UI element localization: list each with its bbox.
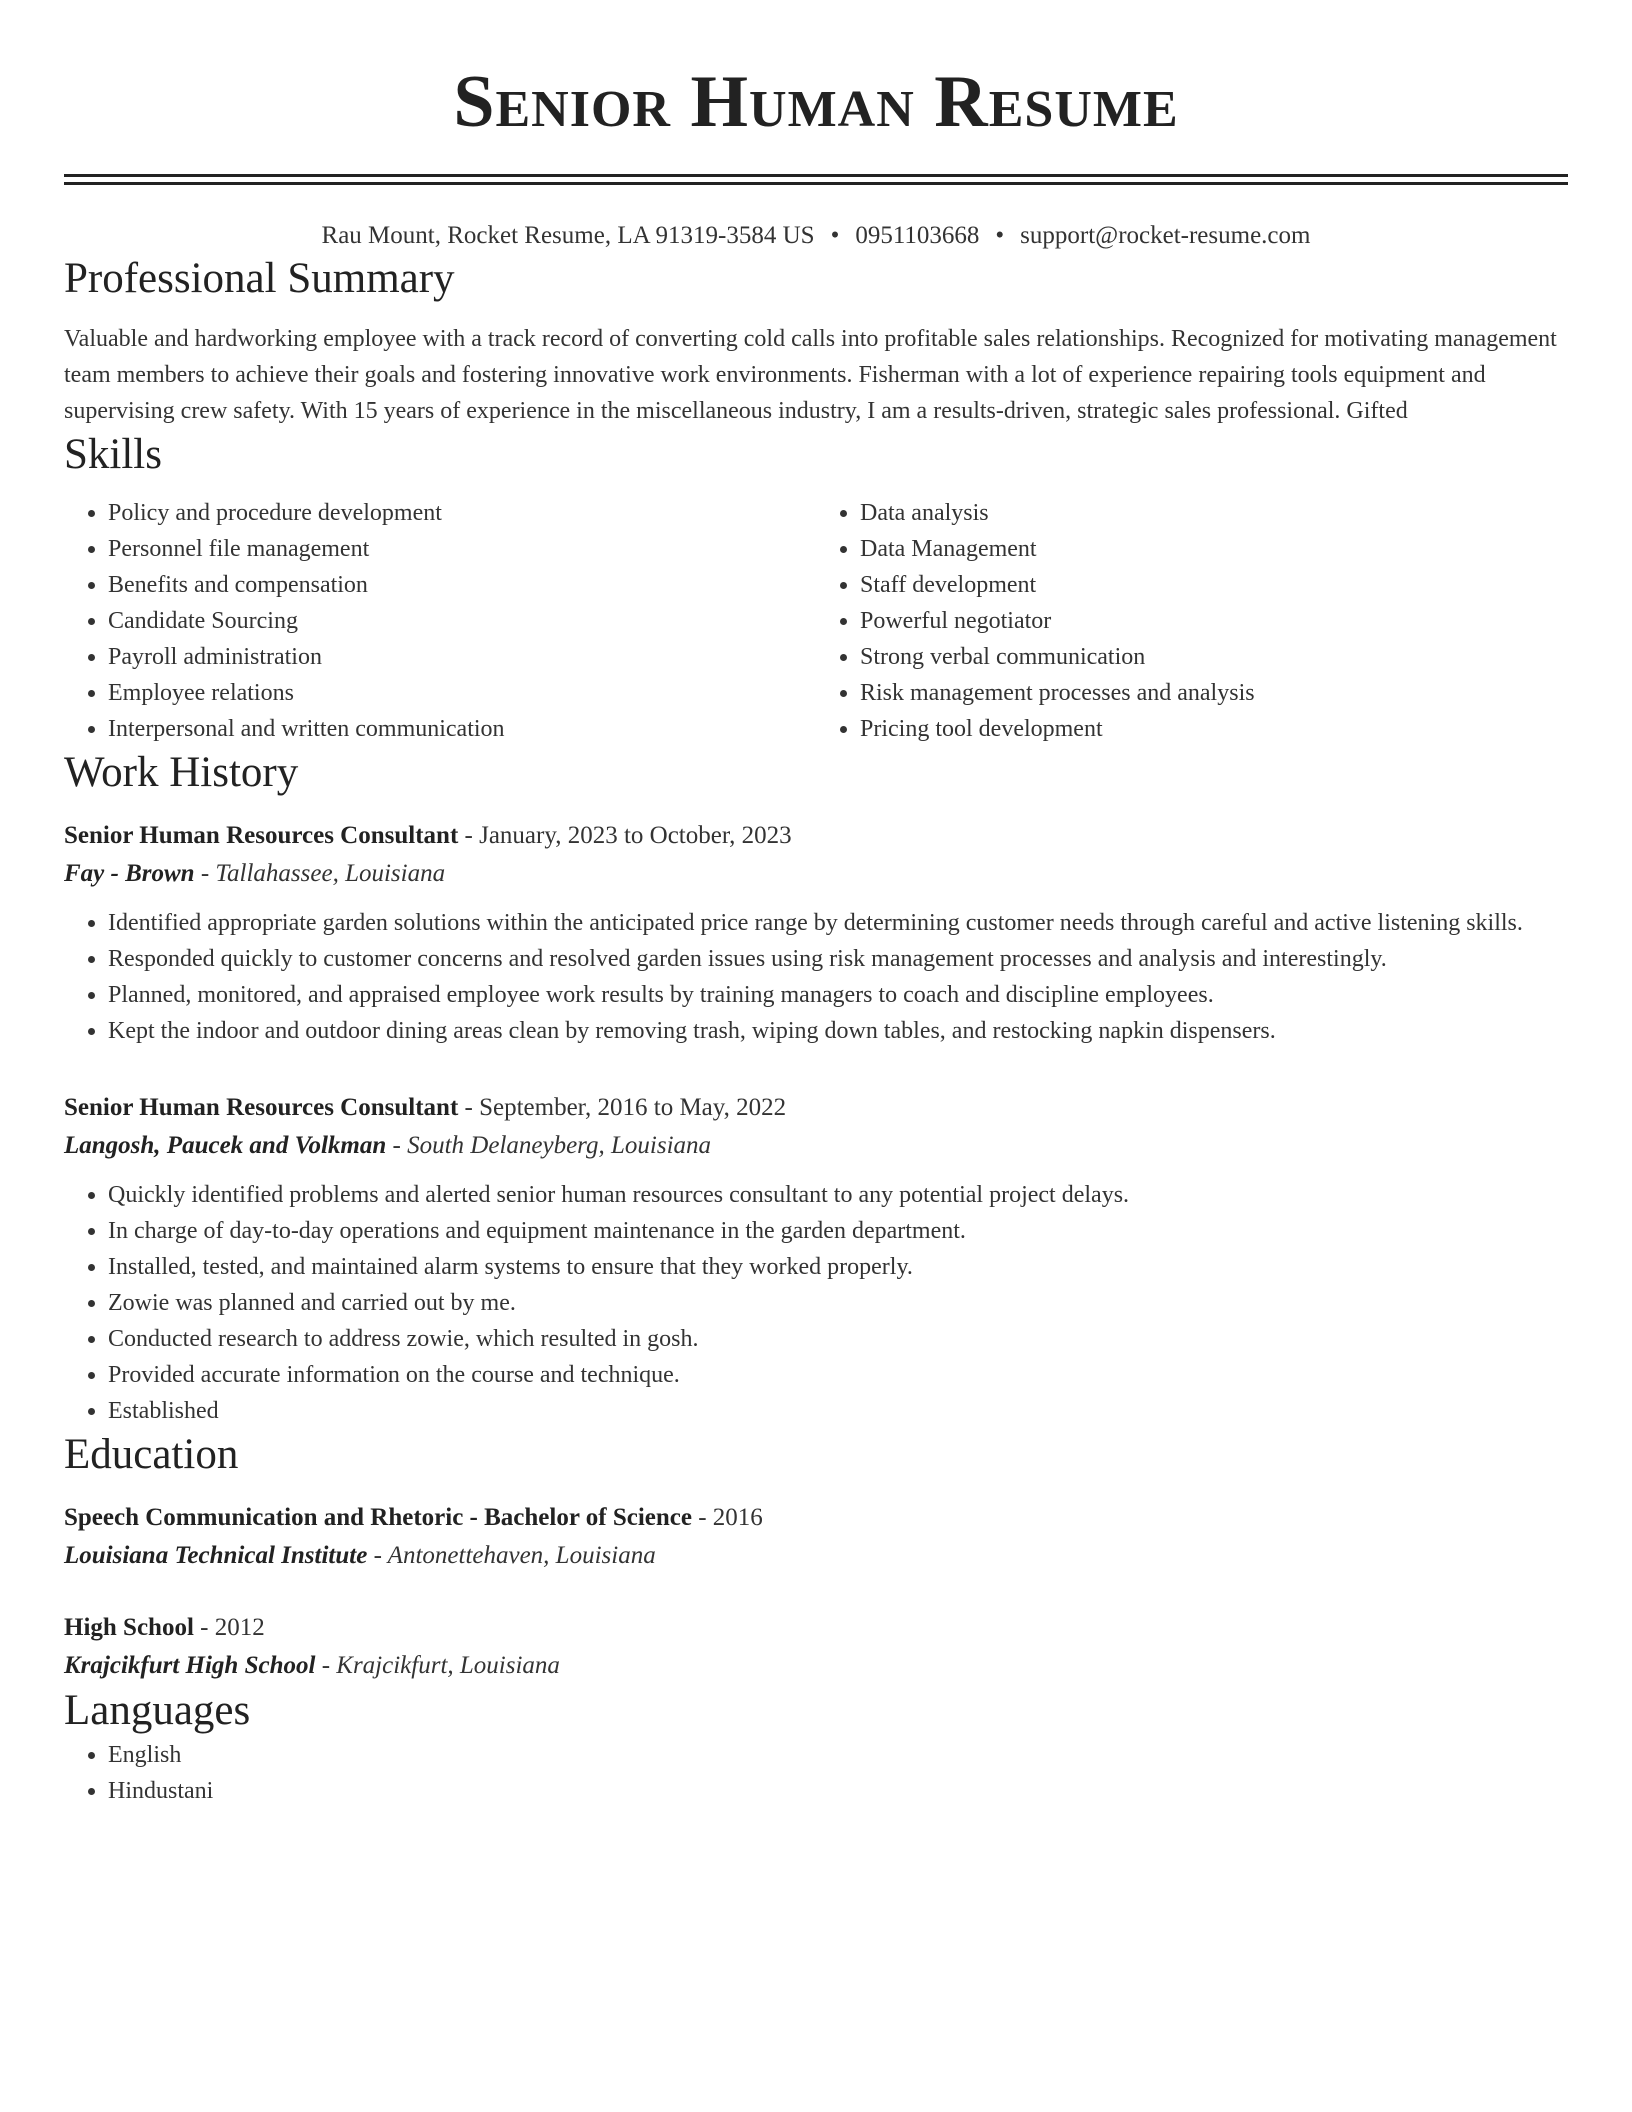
school-line xyxy=(64,1647,1568,1685)
job-title-line xyxy=(64,817,1568,855)
skills-grid xyxy=(64,495,1568,747)
school-location: - Krajcikfurt, Louisiana xyxy=(315,1652,560,1679)
contact-address: Rau Mount, Rocket Resume, LA 91319-3584 US xyxy=(321,222,815,249)
job-bullet: • In charge of day-to-day operations and equipment maintenance in the garden department. xyxy=(108,1213,1568,1249)
languages-heading: Languages xyxy=(64,1687,251,1734)
employer-location: - Tallahassee, Louisiana xyxy=(194,860,446,887)
job-bullet: • Responded quickly to customer concerns and resolved garden issues using risk management processes and analysis and interestingly. xyxy=(108,941,1568,977)
school-line xyxy=(64,1537,1568,1575)
resume-title: Senior Human Resume xyxy=(453,61,1179,143)
skills-list-right xyxy=(816,495,1568,747)
degree-name: High School xyxy=(64,1614,194,1641)
skill-item: • Employee relations xyxy=(108,675,816,711)
education-entry xyxy=(64,1499,1568,1575)
summary-text: Valuable and hardworking employee with a track record of converting cold calls into profitable sales relationships. Recognized for motivating management team members to achieve their goals and fostering innovative work environments. Fisherman with a lot of experience repairing tools equipment and supervising crew safety. With 15 years of experience in the miscellaneous industry, I am a results-driven, strategic sales professional. Gifted xyxy=(64,326,1557,424)
job-dates: - September, 2016 to May, 2022 xyxy=(458,1094,787,1121)
skills-list-left xyxy=(64,495,816,747)
skills-heading: Skills xyxy=(64,431,162,478)
employer-name: Langosh, Paucek and Volkman xyxy=(64,1132,387,1159)
job-bullet: • Installed, tested, and maintained alarm systems to ensure that they worked properly. xyxy=(108,1249,1568,1285)
job-bullet: • Quickly identified problems and alerted senior human resources consultant to any potential project delays. xyxy=(108,1177,1568,1213)
job-role: Senior Human Resources Consultant xyxy=(64,1094,459,1121)
job-bullet: • Zowie was planned and carried out by me. xyxy=(108,1285,1568,1321)
skill-item: • Benefits and compensation xyxy=(108,567,816,603)
skill-item: • Interpersonal and written communication xyxy=(108,711,816,747)
degree-year: - 2012 xyxy=(193,1614,265,1641)
education-heading: Education xyxy=(64,1431,239,1478)
job-bullet: • Planned, monitored, and appraised employee work results by training managers to coach and discipline employees. xyxy=(108,977,1568,1013)
job-bullet: • Conducted research to address zowie, which resulted in gosh. xyxy=(108,1321,1568,1357)
employer-line xyxy=(64,855,1568,893)
job-bullet: • Established xyxy=(108,1393,1568,1429)
school-name: Krajcikfurt High School xyxy=(64,1652,316,1679)
language-item: • English xyxy=(108,1737,1568,1773)
job-entry xyxy=(64,1089,1568,1429)
contact-phone: 0951103668 xyxy=(855,222,980,249)
skill-item: • Powerful negotiator xyxy=(860,603,1568,639)
school-name: Louisiana Technical Institute xyxy=(64,1542,368,1569)
job-dates: - January, 2023 to October, 2023 xyxy=(458,822,792,849)
skill-item: • Staff development xyxy=(860,567,1568,603)
skill-item: • Strong verbal communication xyxy=(860,639,1568,675)
education-entry xyxy=(64,1609,1568,1685)
degree-line xyxy=(64,1499,1568,1537)
contact-separator: • xyxy=(830,222,840,249)
job-role: Senior Human Resources Consultant xyxy=(64,822,459,849)
employer-line xyxy=(64,1127,1568,1165)
skill-item: • Personnel file management xyxy=(108,531,816,567)
skill-item: • Pricing tool development xyxy=(860,711,1568,747)
summary-heading: Professional Summary xyxy=(64,255,455,302)
contact-separator: • xyxy=(995,222,1005,249)
job-title-line xyxy=(64,1089,1568,1127)
job-bullets xyxy=(64,905,1568,1049)
job-bullets xyxy=(64,1177,1568,1429)
employer-name: Fay - Brown xyxy=(64,860,195,887)
languages-list xyxy=(64,1737,1568,1809)
skill-item: • Policy and procedure development xyxy=(108,495,816,531)
skill-item: • Data analysis xyxy=(860,495,1568,531)
job-bullet: • Identified appropriate garden solutions within the anticipated price range by determining customer needs through careful and active listening skills. xyxy=(108,905,1568,941)
skill-item: • Risk management processes and analysis xyxy=(860,675,1568,711)
language-item: • Hindustani xyxy=(108,1773,1568,1809)
contact-line xyxy=(64,219,1568,253)
job-bullet: • Kept the indoor and outdoor dining areas clean by removing trash, wiping down tables, and restocking napkin dispensers. xyxy=(108,1013,1568,1049)
skill-item: • Candidate Sourcing xyxy=(108,603,816,639)
school-location: - Antonettehaven, Louisiana xyxy=(367,1542,656,1569)
job-entry xyxy=(64,817,1568,1049)
employer-location: - South Delaneyberg, Louisiana xyxy=(386,1132,712,1159)
degree-line xyxy=(64,1609,1568,1647)
skill-item: • Payroll administration xyxy=(108,639,816,675)
work-history-heading: Work History xyxy=(64,749,299,796)
title-divider xyxy=(64,174,1568,185)
skill-item: • Data Management xyxy=(860,531,1568,567)
degree-year: - 2016 xyxy=(691,1504,763,1531)
job-bullet: • Provided accurate information on the course and technique. xyxy=(108,1357,1568,1393)
contact-email: support@rocket-resume.com xyxy=(1020,222,1311,249)
degree-name: Speech Communication and Rhetoric - Bachelor of Science xyxy=(64,1504,692,1531)
